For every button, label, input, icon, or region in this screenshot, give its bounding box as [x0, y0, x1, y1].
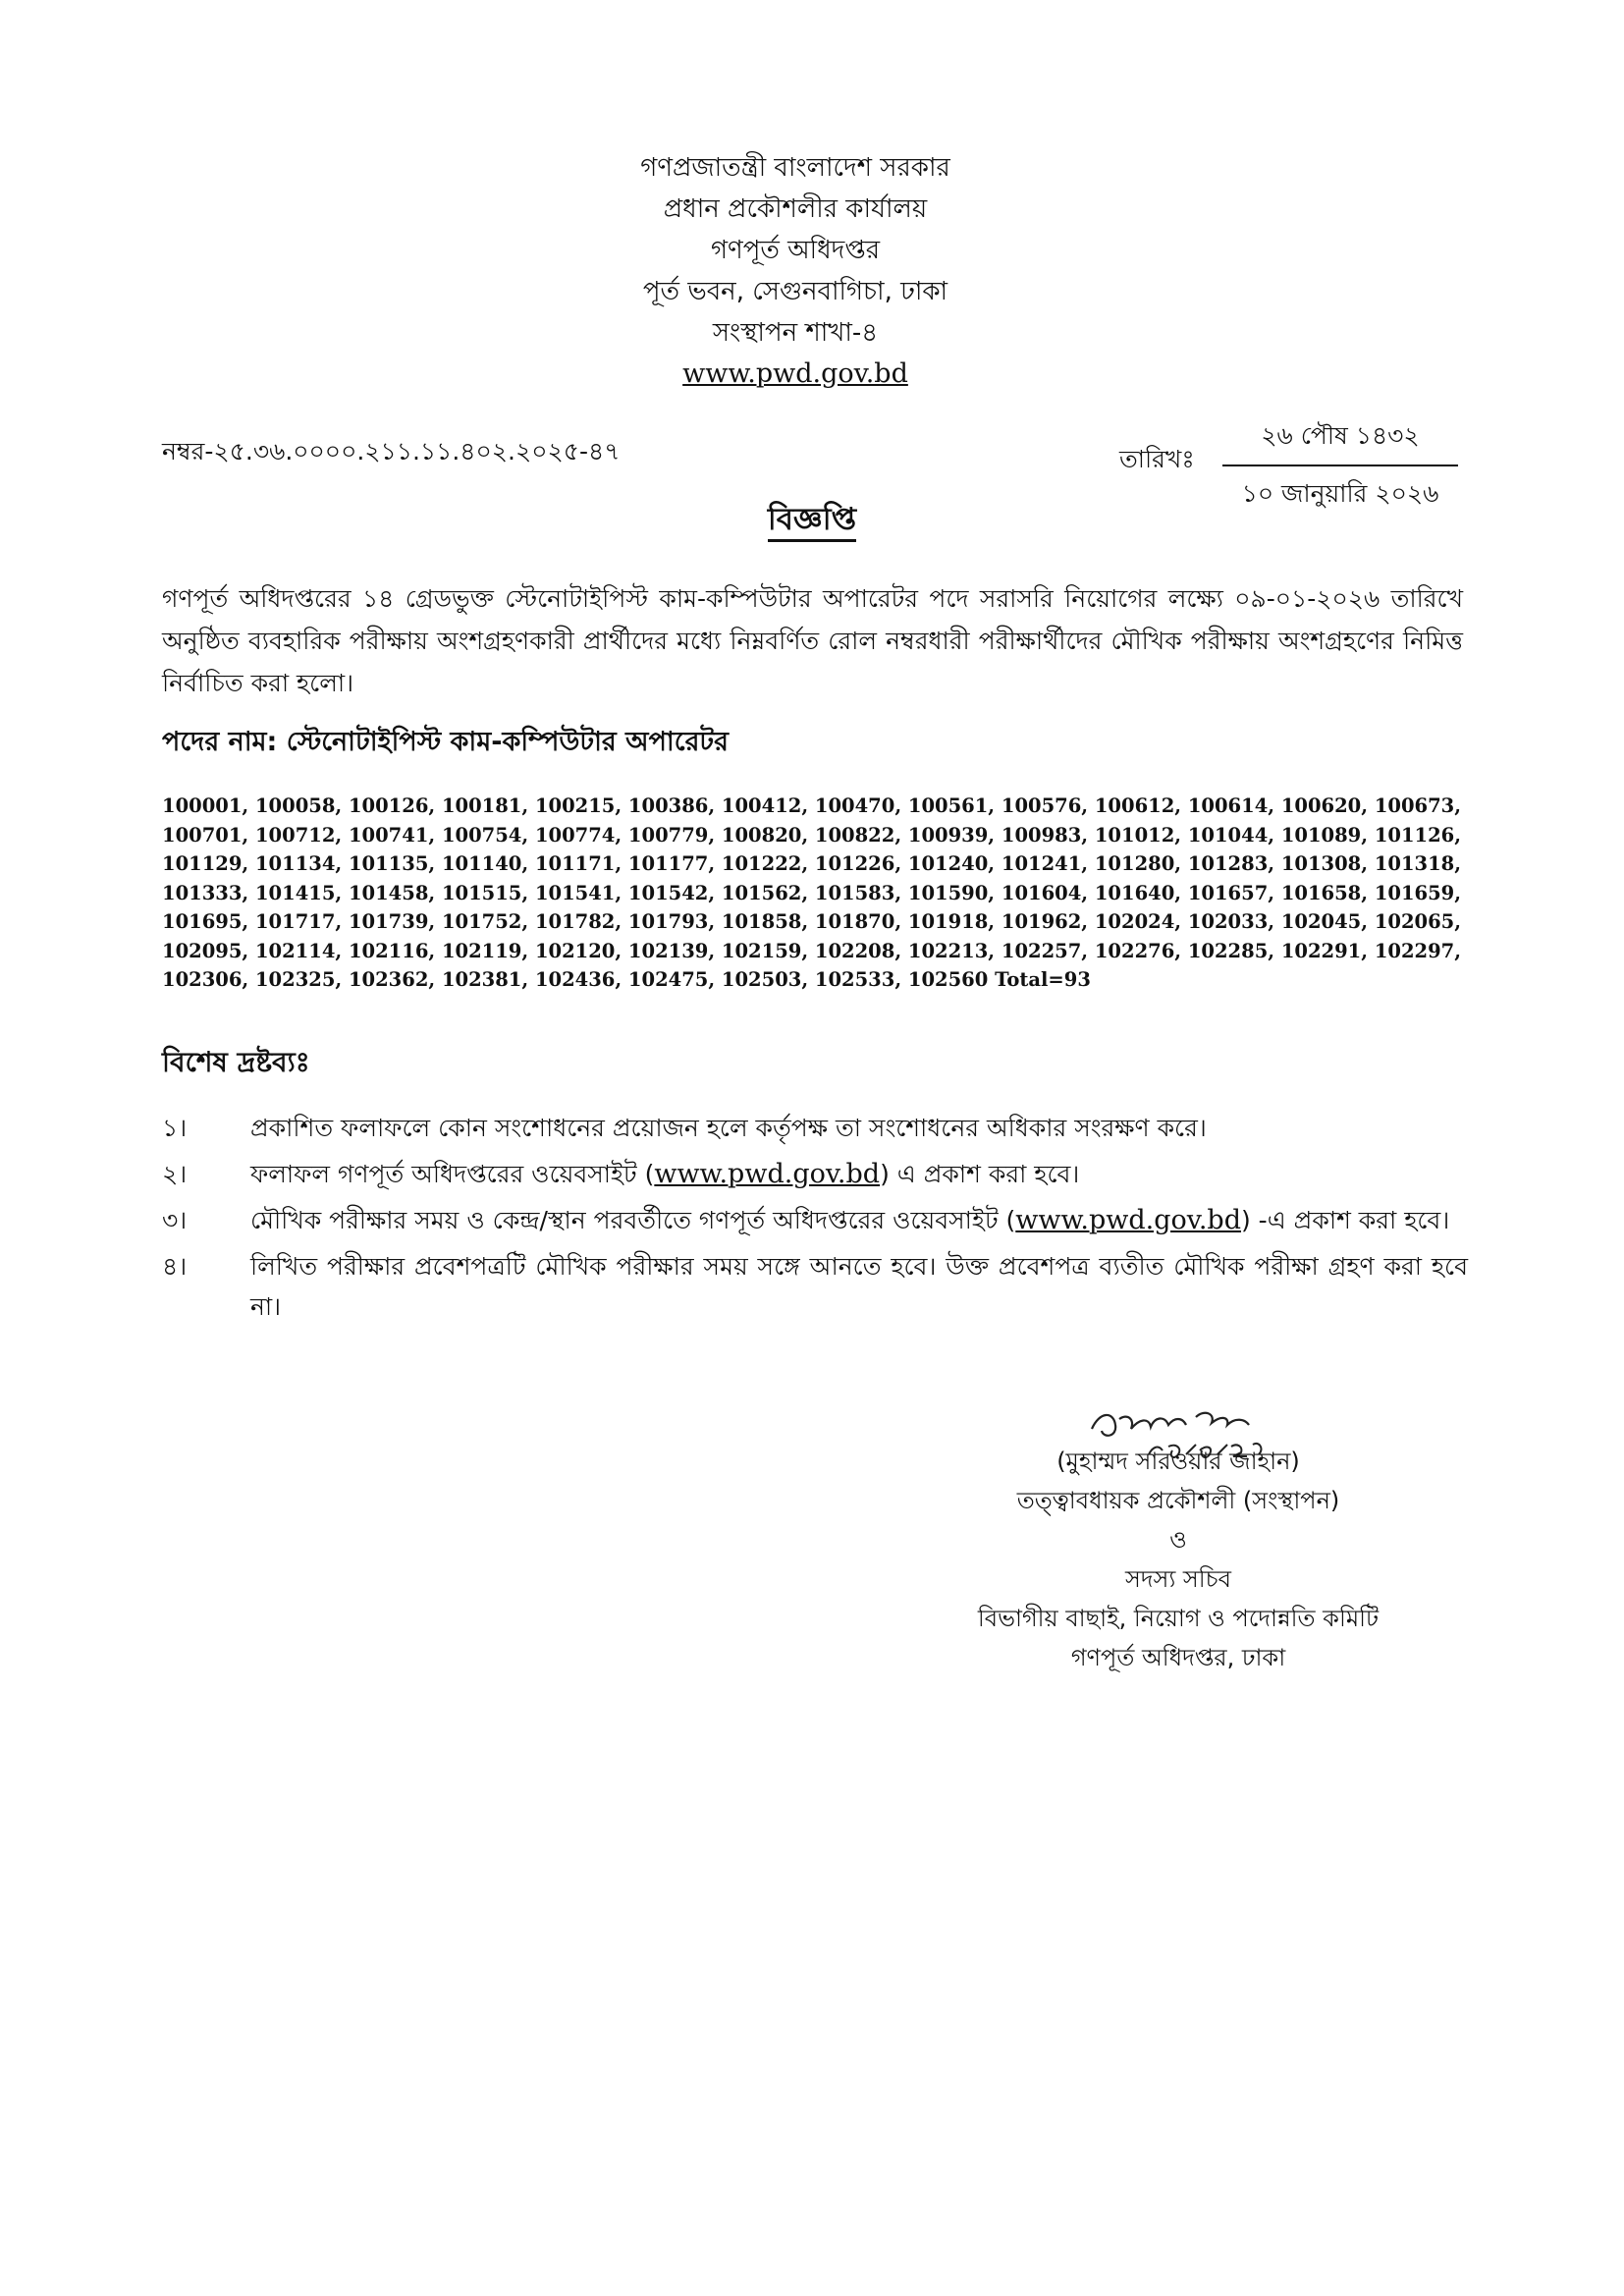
note-item — [162, 1200, 1468, 1240]
note-text: প্রকাশিত ফলাফলে কোন সংশোধনের প্রয়োজন হলে কর্তৃপক্ষ তা সংশোধনের অধিকার সংরক্ষণ করে। — [250, 1114, 1207, 1142]
signer-role: সদস্য সচিব — [1125, 1565, 1231, 1593]
date-bangla: ২৬ পৌষ ১৪৩২ — [1222, 416, 1458, 466]
note-number: ৪। — [162, 1252, 188, 1281]
office-name: প্রধান প্রকৌশলীর কার্যালয় — [663, 194, 928, 224]
post-name: পদের নাম: স্টেনোটাইপিস্ট কাম-কম্পিউটার অপারেটর — [162, 727, 729, 757]
notice-title: বিজ্ঞপ্তি — [768, 502, 856, 542]
note-item — [162, 1154, 1468, 1194]
header-website-link[interactable]: www.pwd.gov.bd — [682, 358, 908, 389]
section-name: সংস্থাপন শাখা-৪ — [712, 318, 879, 348]
note-text-pre: ফলাফল গণপূর্ত অধিদপ্তরের ওয়েবসাইট ( — [250, 1160, 655, 1188]
note-text-post: ) এ প্রকাশ করা হবে। — [880, 1160, 1080, 1188]
note-number: ১। — [162, 1114, 188, 1142]
date-english: ১০ জানুয়ারি ২০২৬ — [1241, 479, 1439, 508]
roll-number-list: 100001, 100058, 100126, 100181, 100215, 100386, 100412, 100470, 100561, 100576, 100612, 100614, 100620, 100673, 100701, 100712, 100741, 100754, 100774, 100779, 100820, 100822, 100939, 100983, 101012, 101044, 101089, 101126, 101129, 101134, 101135, 101140, 101171, 101177, 101222, 101226, 101240, 101241, 101280, 101283, 101308, 101318, 101333, 101415, 101458, 101515, 101541, 101542, 101562, 101583, 101590, 101604, 101640, 101657, 101658, 101659, 101695, 101717, 101739, 101752, 101782, 101793, 101858, 101870, 101918, 101962, 102024, 102033, 102045, 102065, 102095, 102114, 102116, 102119, 102120, 102139, 102159, 102208, 102213, 102257, 102276, 102285, 102291, 102297, 102306, 102325, 102362, 102381, 102436, 102475, 102503, 102533, 102560 Total=93 — [162, 794, 1462, 991]
signer-designation: তত্ত্বাবধায়ক প্রকৌশলী (সংস্থাপন) — [1016, 1487, 1340, 1514]
note-text — [250, 1200, 1468, 1240]
website-link[interactable]: www.pwd.gov.bd — [654, 1159, 881, 1189]
note-text-pre: মৌখিক পরীক্ষার সময় ও কেন্দ্র/স্থান পরবর্তীতে গণপূর্ত অধিদপ্তরের ওয়েবসাইট ( — [250, 1206, 1016, 1234]
intro-paragraph: গণপূর্ত অধিদপ্তরের ১৪ গ্রেডভুক্ত স্টেনোটাইপিস্ট কাম-কম্পিউটার অপারেটর পদে সরাসরি নিয়োগের লক্ষ্যে ০৯-০১-২০২৬ তারিখে অনুষ্ঠিত ব্যবহারিক পরীক্ষায় অংশগ্রহণকারী প্রার্থীদের মধ্যে নিম্নবর্ণিত রোল নম্বরধারী পরীক্ষার্থীদের মৌখিক পরীক্ষায় অংশগ্রহণের নিমিত্ত নির্বাচিত করা হলো। — [162, 584, 1463, 697]
note-number: ২। — [162, 1160, 188, 1188]
note-text — [250, 1154, 1468, 1194]
note-text: লিখিত পরীক্ষার প্রবেশপত্রটি মৌখিক পরীক্ষার সময় সঙ্গে আনতে হবে। উক্ত প্রবেশপত্র ব্যতীত মৌখিক পরীক্ষা গ্রহণ করা হবে না। — [250, 1252, 1468, 1321]
note-item — [162, 1246, 1468, 1327]
signer-name: (মুহাম্মদ সারওয়ার জাহান) — [1056, 1448, 1300, 1475]
office-address: পূর্ত ভবন, সেগুনবাগিচা, ঢাকা — [642, 277, 948, 306]
note-item — [162, 1108, 1468, 1148]
signer-conjunction: ও — [1169, 1526, 1187, 1554]
department-name: গণপূর্ত অধিদপ্তর — [710, 236, 881, 265]
date-label: তারিখঃ — [1119, 445, 1195, 473]
notice-title-row — [0, 496, 1624, 547]
govt-name: গণপ্রজাতন্ত্রী বাংলাদেশ সরকার — [640, 153, 950, 183]
letterhead — [550, 147, 1041, 395]
note-text-post: ) -এ প্রকাশ করা হবে। — [1240, 1206, 1450, 1234]
note-number: ৩। — [162, 1206, 188, 1234]
memo-number: নম্বর-২৫.৩৬.০০০০.২১১.১১.৪০২.২০২৫-৪৭ — [162, 437, 621, 465]
website-link[interactable]: www.pwd.gov.bd — [1015, 1205, 1241, 1235]
notes-heading: বিশেষ দ্রষ্টব্যঃ — [162, 1046, 310, 1078]
signer-committee: বিভাগীয় বাছাই, নিয়োগ ও পদোন্নতি কমিটি — [977, 1605, 1380, 1632]
signature-block — [962, 1442, 1394, 1677]
notes-list — [162, 1108, 1468, 1333]
signer-office: গণপূর্ত অধিদপ্তর, ঢাকা — [1070, 1644, 1286, 1671]
